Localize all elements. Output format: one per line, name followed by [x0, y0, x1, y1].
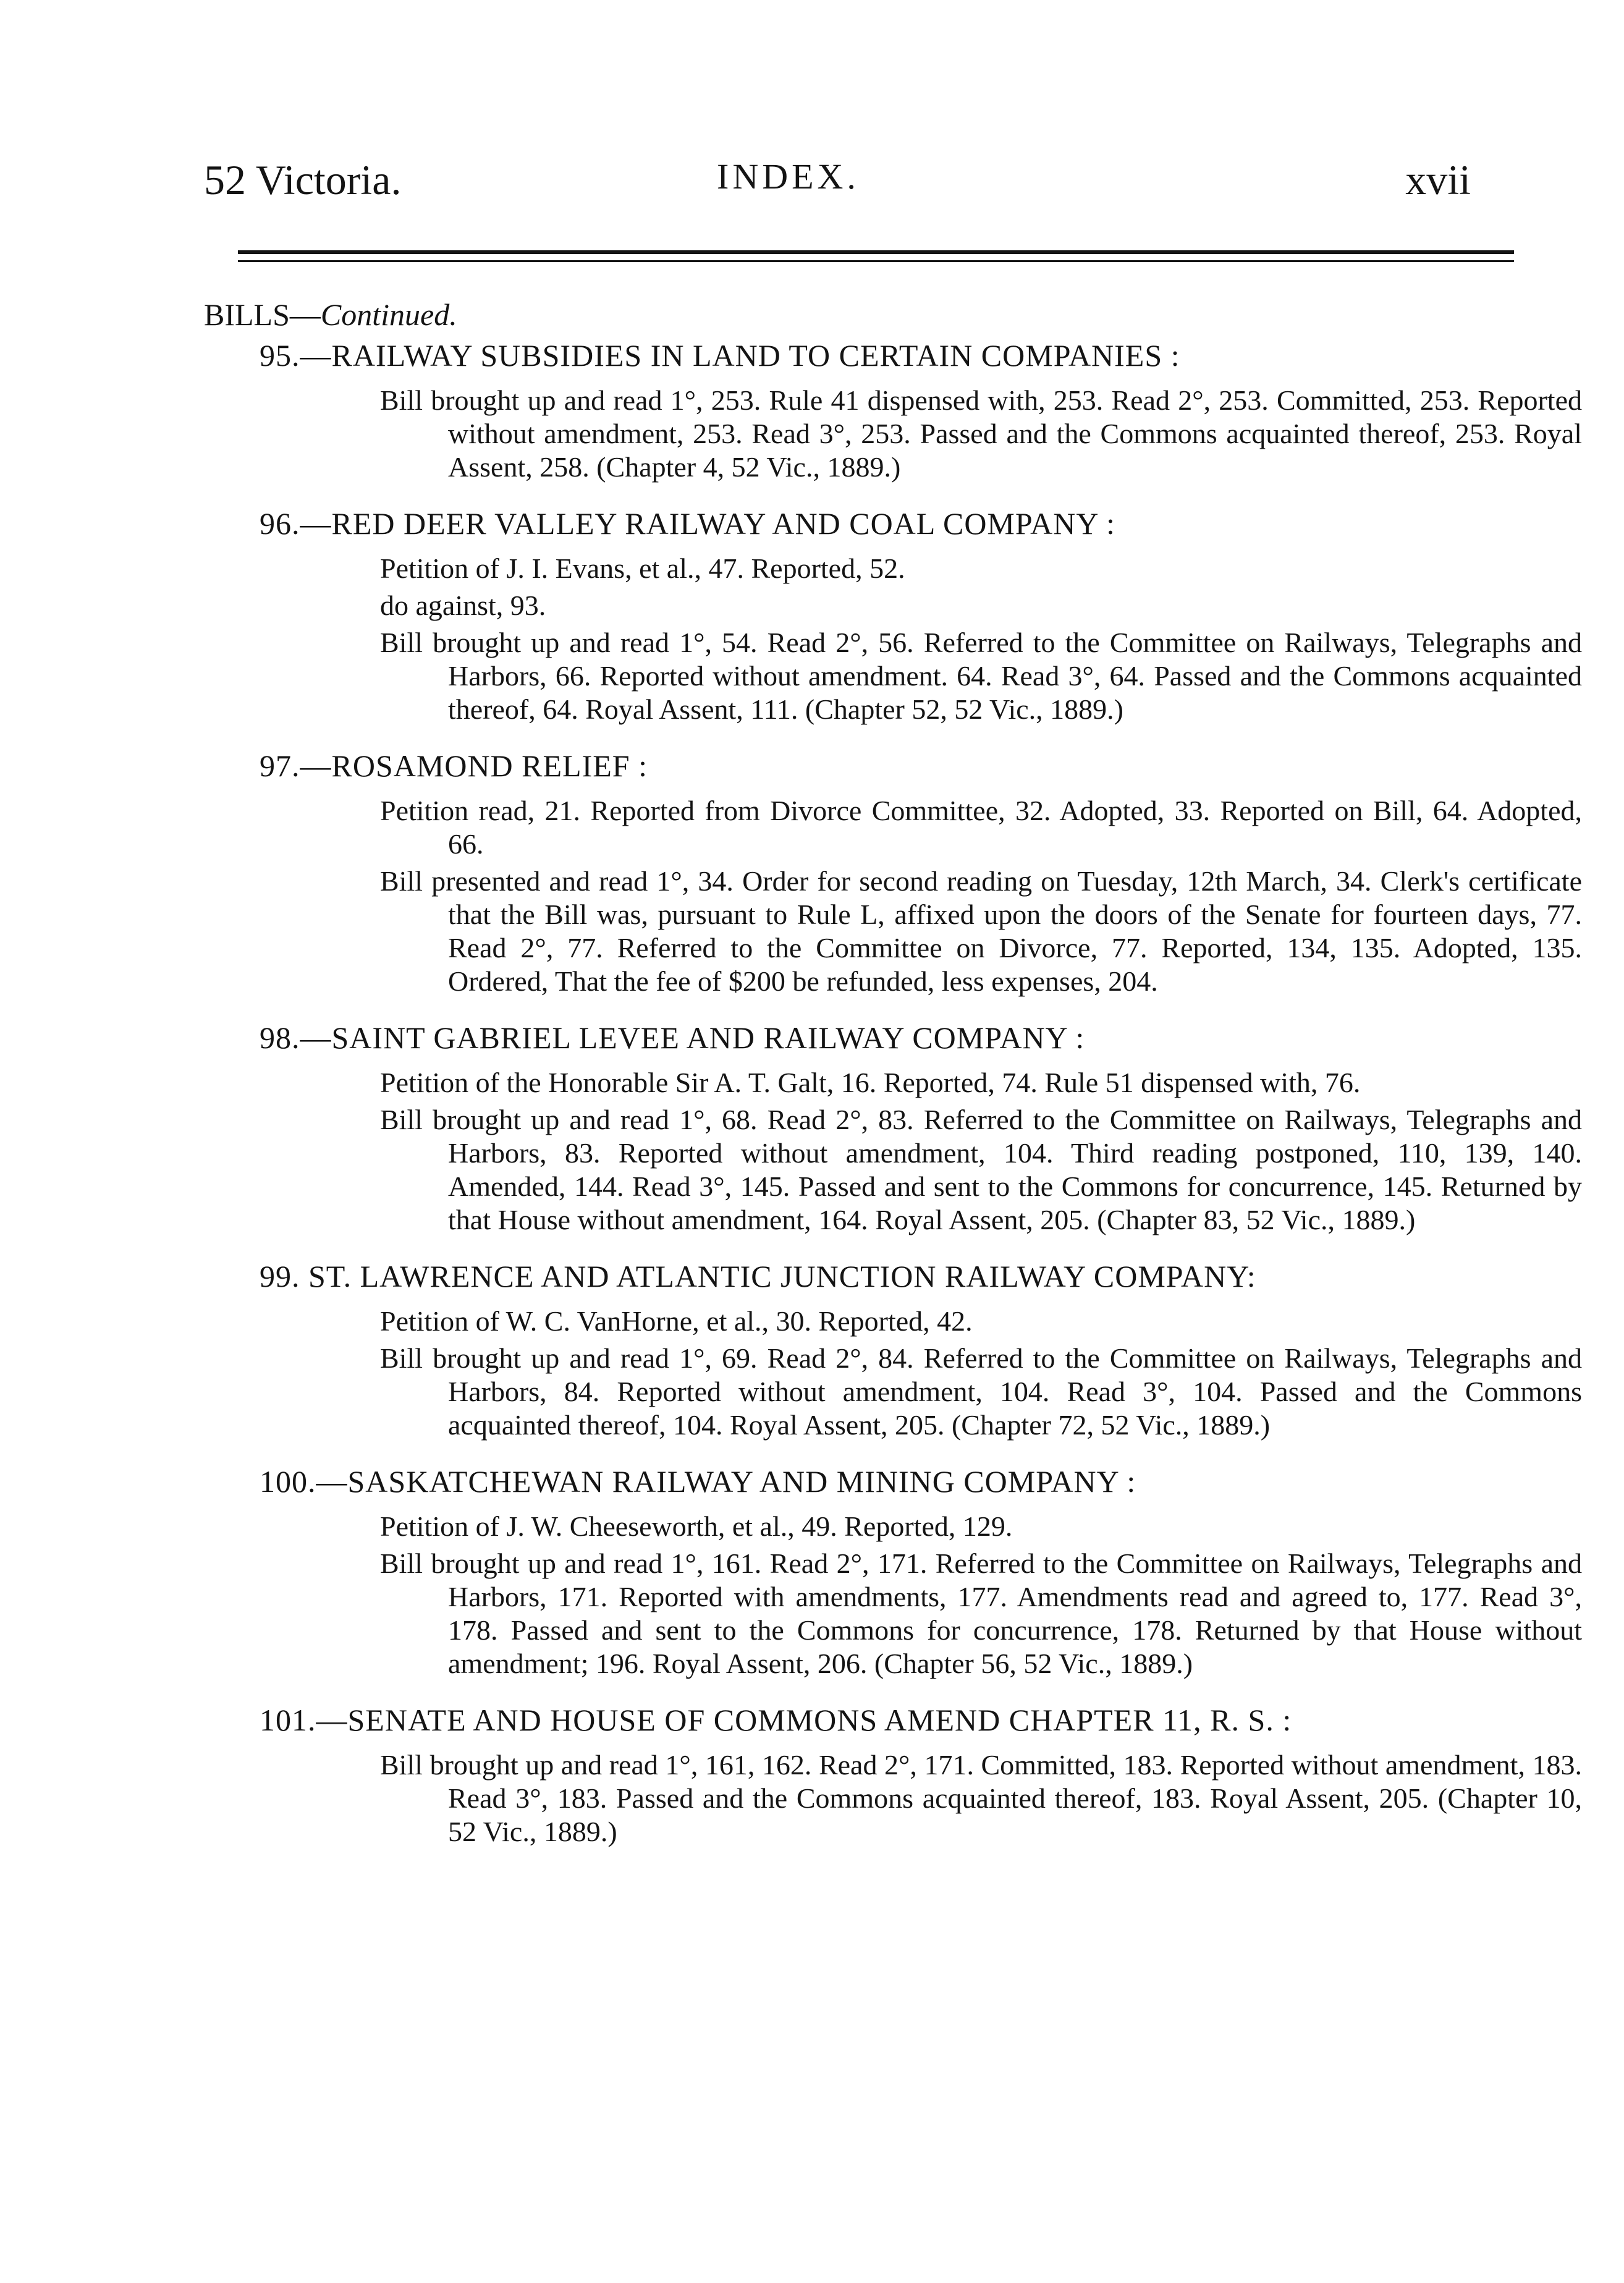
header-rule-thick [238, 250, 1514, 254]
entry-paragraph: Petition of W. C. VanHorne, et al., 30. Reported, 42. [380, 1305, 973, 1337]
header-rule-thin [238, 260, 1514, 262]
entry-title: 98.—SAINT GABRIEL LEVEE AND RAILWAY COMPANY : [260, 1020, 1085, 1055]
entry-title: 101.—SENATE AND HOUSE OF COMMONS AMEND CHAPTER 11, R. S. : [260, 1703, 1292, 1737]
index-entry [0, 337, 1624, 484]
entry-paragraph: Petition read, 21. Reported from Divorce Committee, 32. Adopted, 33. Reported on Bill, 64. Adopted, 66. [380, 795, 1582, 860]
entry-title: 97.—ROSAMOND RELIEF : [260, 748, 648, 783]
section-label: BILLS— [204, 297, 321, 332]
entry-paragraph: Bill brought up and read 1°, 54. Read 2°, 56. Referred to the Committee on Railways, Telegraphs and Harbors, 66. Reported without amendment. 64. Read 3°, 64. Passed and the Commons acquainted thereof, 64. Royal Assent, 111. (Chapter 52, 52 Vic., 1889.) [380, 627, 1582, 725]
section-continued-heading [204, 297, 457, 332]
index-entry [0, 1258, 1624, 1442]
entry-paragraph: Bill brought up and read 1°, 253. Rule 41 dispensed with, 253. Read 2°, 253. Committed, 253. Reported without amendment, 253. Read 3°, 253. Passed and the Commons acquainted thereof, 253. Royal Assent, 258. (Chapter 4, 52 Vic., 1889.) [380, 384, 1582, 483]
entry-title: 95.—RAILWAY SUBSIDIES IN LAND TO CERTAIN COMPANIES : [260, 338, 1180, 373]
entry-title: 100.—SASKATCHEWAN RAILWAY AND MINING COMPANY : [260, 1464, 1136, 1499]
entry-paragraph: Bill brought up and read 1°, 161. Read 2°, 171. Referred to the Committee on Railways, Telegraphs and Harbors, 171. Reported with amendments, 177. Amendments read and agreed to, 177. Read 3°, 178. Passed and sent to the Commons for concurrence, 178. Returned by that House without amendment; 196. Royal Assent, 206. (Chapter 56, 52 Vic., 1889.) [380, 1548, 1582, 1679]
entry-title: 99. ST. LAWRENCE AND ATLANTIC JUNCTION RAILWAY COMPANY: [260, 1259, 1256, 1294]
index-entries [0, 337, 1624, 1870]
entry-paragraph: Bill presented and read 1°, 34. Order for second reading on Tuesday, 12th March, 34. Clerk's certificate that the Bill was, pursuant to Rule L, affixed upon the doors of the Senate for fourteen days, 77. Read 2°, 77. Referred to the Committee on Divorce, 77. Reported, 134, 135. Adopted, 135. Ordered, That the fee of $200 be refunded, less expenses, 204. [380, 865, 1582, 997]
index-entry [0, 747, 1624, 998]
entry-paragraph: Petition of the Honorable Sir A. T. Galt, 16. Reported, 74. Rule 51 dispensed with, 76. [380, 1067, 1361, 1098]
index-entry [0, 1463, 1624, 1680]
page-number: xvii [1405, 156, 1471, 203]
index-entry [0, 1019, 1624, 1237]
volume-label: 52 Victoria. [204, 156, 402, 203]
page-title: INDEX. [717, 156, 860, 197]
entry-paragraph: Petition of J. W. Cheeseworth, et al., 49. Reported, 129. [380, 1510, 1013, 1542]
entry-paragraph: Bill brought up and read 1°, 68. Read 2°, 83. Referred to the Committee on Railways, Telegraphs and Harbors, 83. Reported without amendment, 104. Third reading postponed, 110, 139, 140. Amended, 144. Read 3°, 145. Passed and sent to the Commons for concurrence, 145. Returned by that House without amendment, 164. Royal Assent, 205. (Chapter 83, 52 Vic., 1889.) [380, 1104, 1582, 1235]
continued-label: Continued. [320, 297, 457, 332]
index-entry [0, 505, 1624, 726]
entry-paragraph: do against, 93. [380, 590, 546, 621]
entry-paragraph: Petition of J. I. Evans, et al., 47. Reported, 52. [380, 553, 905, 584]
index-entry [0, 1701, 1624, 1849]
entry-paragraph: Bill brought up and read 1°, 161, 162. Read 2°, 171. Committed, 183. Reported without amendment, 183. Read 3°, 183. Passed and the Commons acquainted thereof, 183. Royal Assent, 205. (Chapter 10, 52 Vic., 1889.) [380, 1749, 1582, 1847]
entry-title: 96.—RED DEER VALLEY RAILWAY AND COAL COMPANY : [260, 506, 1115, 541]
entry-paragraph: Bill brought up and read 1°, 69. Read 2°, 84. Referred to the Committee on Railways, Telegraphs and Harbors, 84. Reported without amendment, 104. Read 3°, 104. Passed and the Commons acquainted thereof, 104. Royal Assent, 205. (Chapter 72, 52 Vic., 1889.) [380, 1342, 1582, 1441]
running-head [204, 156, 1471, 224]
